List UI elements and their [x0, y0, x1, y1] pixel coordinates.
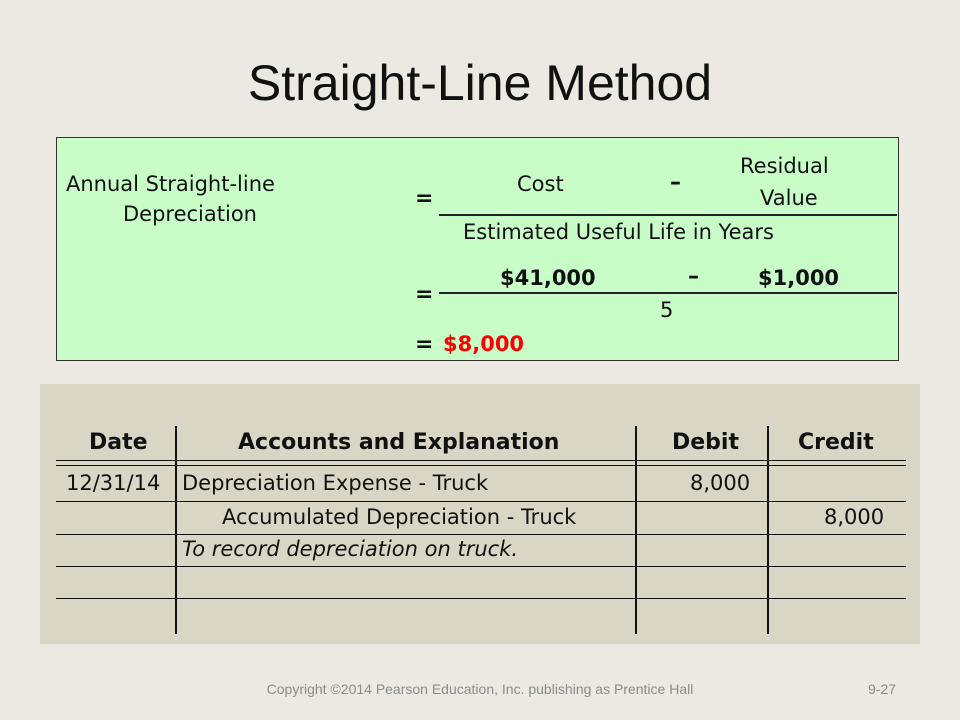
useful-life-value: 5 [660, 298, 674, 322]
fraction-bar-2 [439, 292, 897, 294]
row-separator [56, 501, 906, 502]
header-rule-bottom [56, 465, 906, 466]
cost-value: $41,000 [500, 266, 596, 290]
column-header-date: Date [89, 430, 148, 455]
debit-account: Depreciation Expense - Truck [182, 471, 489, 495]
column-divider [767, 426, 769, 634]
row-separator [56, 598, 906, 599]
column-divider [175, 426, 177, 634]
journal-entry-panel [40, 384, 920, 644]
equals-sign-3: = [415, 332, 434, 357]
column-header-credit: Credit [798, 430, 874, 455]
column-header-accounts: Accounts and Explanation [238, 430, 560, 455]
formula-label-line1: Annual Straight-line [66, 172, 275, 196]
debit-amount: 8,000 [690, 471, 751, 495]
footer-page-number: 9-27 [868, 681, 897, 697]
residual-value: $1,000 [758, 266, 840, 290]
slide-title: Straight-Line Method [247, 55, 713, 111]
footer-copyright: Copyright ©2014 Pearson Education, Inc. publishing as Prentice Hall [266, 681, 694, 697]
column-header-debit: Debit [672, 430, 739, 455]
row-separator [56, 566, 906, 567]
entry-date: 12/31/14 [66, 471, 161, 495]
equals-sign-2: = [415, 282, 434, 307]
residual-term-line1: Residual [740, 154, 829, 178]
formula-label-line2: Depreciation [123, 202, 257, 226]
credit-amount: 8,000 [824, 505, 885, 529]
fraction-bar-1 [439, 214, 897, 216]
equals-sign-1: = [415, 186, 434, 211]
row-separator [56, 534, 906, 535]
column-divider [635, 426, 637, 634]
annual-depreciation-result: $8,000 [443, 332, 525, 356]
formula-panel [56, 137, 899, 361]
cost-term: Cost [517, 172, 564, 196]
minus-sign-2: – [688, 264, 699, 289]
header-rule-top [56, 460, 906, 461]
useful-life-term: Estimated Useful Life in Years [463, 220, 774, 244]
residual-term-line2: Value [760, 186, 818, 210]
minus-sign-1: – [670, 170, 681, 195]
entry-explanation: To record depreciation on truck. [182, 537, 519, 561]
credit-account: Accumulated Depreciation - Truck [222, 505, 577, 529]
